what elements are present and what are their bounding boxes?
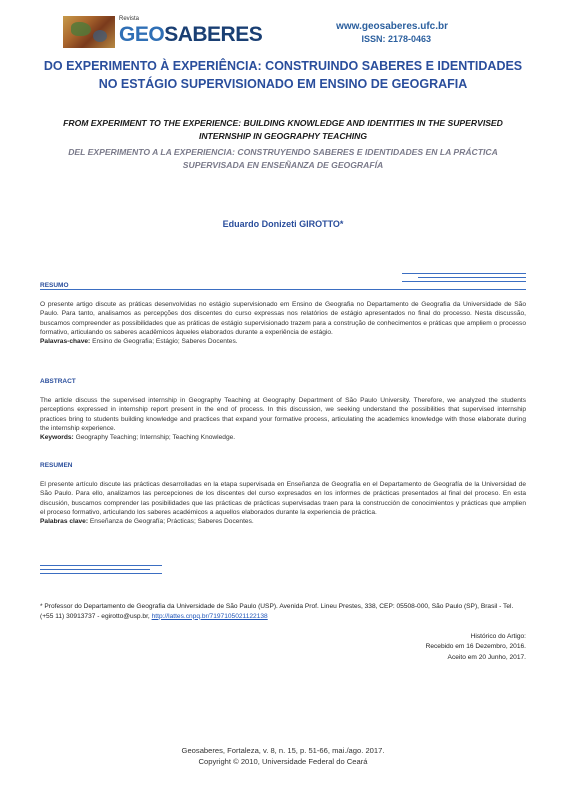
divider-rule [40,569,150,570]
divider-rule [402,281,526,282]
logo-saberes: SABERES [164,23,263,46]
logo-revista-text: Revista [119,16,140,22]
divider-rule [40,573,162,574]
logo-map-image [63,16,115,48]
resumo-heading: RESUMO [40,282,69,289]
divider-rule [40,565,162,566]
abstract-heading: ABSTRACT [40,378,76,385]
footnote-text: * Professor do Departamento de Geografia da Universidade de São Paulo (USP). Avenida Prof. Lineu Prestes, 338, CEP: 05508-000, São Paulo (SP), Brasil - Tel. (+55 11) 30913737 - egirotto@usp.br, [40,603,514,620]
title-spanish: DEL EXPERIMENTO A LA EXPERIENCIA: CONSTRUYENDO SABERES E IDENTIDADES EN LA PRÁCTICA SUPERVISADA EN ENSEÑANZA DE GEOGRAFÍA [68,147,498,170]
divider-rule [402,273,526,274]
journal-logo [63,16,263,48]
abstract-keywords: Geography Teaching; Internship; Teaching Knowledge. [75,434,236,442]
article-history [426,632,526,663]
history-label: Histórico do Artigo: [470,633,526,640]
resumo-text: O presente artigo discute as práticas desenvolvidas no estágio supervisionado em Ensino de Geografia no Departamento de Geografia da Universidade de São Paulo. Para tanto, analisamos as percepções dos discentes do curso expressas nos relatórios de estágio apresentados no final do processo. Nesta discussão, buscamos compreender as possibilidades que as práticas de estágio supervisionado trazem para a construção de conhecimentos e práticas que ampliem o processo formativo, articulando os saberes acadêmicos àqueles elaborados durante a experiência de estágio. [40,301,526,336]
lattes-link[interactable]: http://lattes.cnpq.br/7197105021122138 [151,612,268,620]
logo-wordmark [119,23,262,47]
author-name: Eduardo Donizeti GIROTTO* [222,219,344,229]
divider-rule [40,289,526,290]
journal-issn: ISSN: 2178-0463 [361,34,431,44]
page-footer [0,745,566,767]
abstract-keywords-label: Keywords: [40,434,74,442]
abstract-text: The article discuss the supervised internship in Geography Teaching at Geography Department of São Paulo University. Therefore, we analyzed the students perceptions expressed in internship report present in the end of process. In this discussion, we seeking understand the possibilities that supervised internship practices bring to students building knowledge and practices that expand your formative process, articulating the academics knowledge with those elaborate during the internship experience. [40,397,526,432]
footer-copyright: Copyright © 2010, Universidade Federal do Ceará [198,757,368,766]
footer-citation: Geosaberes, Fortaleza, v. 8, n. 15, p. 51-66, mai./ago. 2017. [181,746,385,755]
history-accepted: Aceito em 20 Junho, 2017. [447,653,526,661]
resumen-keywords: Enseñanza de Geografía; Prácticas; Saberes Docentes. [89,518,254,526]
resumo-keywords: Ensino de Geografia; Estágio; Saberes Docentes. [92,338,238,346]
resumen-keywords-label: Palabras clave: [40,518,89,526]
author-footnote [40,602,526,621]
resumo-keywords-label: Palavras-chave: [40,338,91,346]
resumen-text: El presente artículo discute las prácticas desarrolladas en la etapa supervisada en Enseñanza de Geografía en el Departamento de Geografía de la Universidad de São Paulo. Para ello, analizamos las percepciones de los discentes del curso expresados en los informes de prácticas presentados al final del proceso. En esta discusión, buscamos comprender las posibilidades que las prácticas de prácticas supervisadas traen para la construcción de conocimientos y prácticas que amplien el proceso formativo, articulando los saberes académicos a aquellos elaborados durante la experiencia de práctica. [40,481,526,516]
abstract-body [40,396,526,442]
history-received: Recebido em 16 Dezembro, 2016. [425,643,526,651]
resumen-heading: RESUMEN [40,462,73,469]
title-portuguese: DO EXPERIMENTO À EXPERIÊNCIA: CONSTRUINDO SABERES E IDENTIDADES NO ESTÁGIO SUPERVISIONADO EM ENSINO DE GEOGRAFIA [43,59,523,91]
logo-geo: GEO [119,23,165,46]
resumo-body [40,300,526,346]
title-english: FROM EXPERIMENT TO THE EXPERIENCE: BUILDING KNOWLEDGE AND IDENTITIES IN THE SUPERVISED INTERNSHIP IN GEOGRAPHY TEACHING [63,118,503,141]
journal-site-url[interactable]: www.geosaberes.ufc.br [336,21,448,32]
divider-rule [418,277,526,278]
resumen-body [40,480,526,526]
